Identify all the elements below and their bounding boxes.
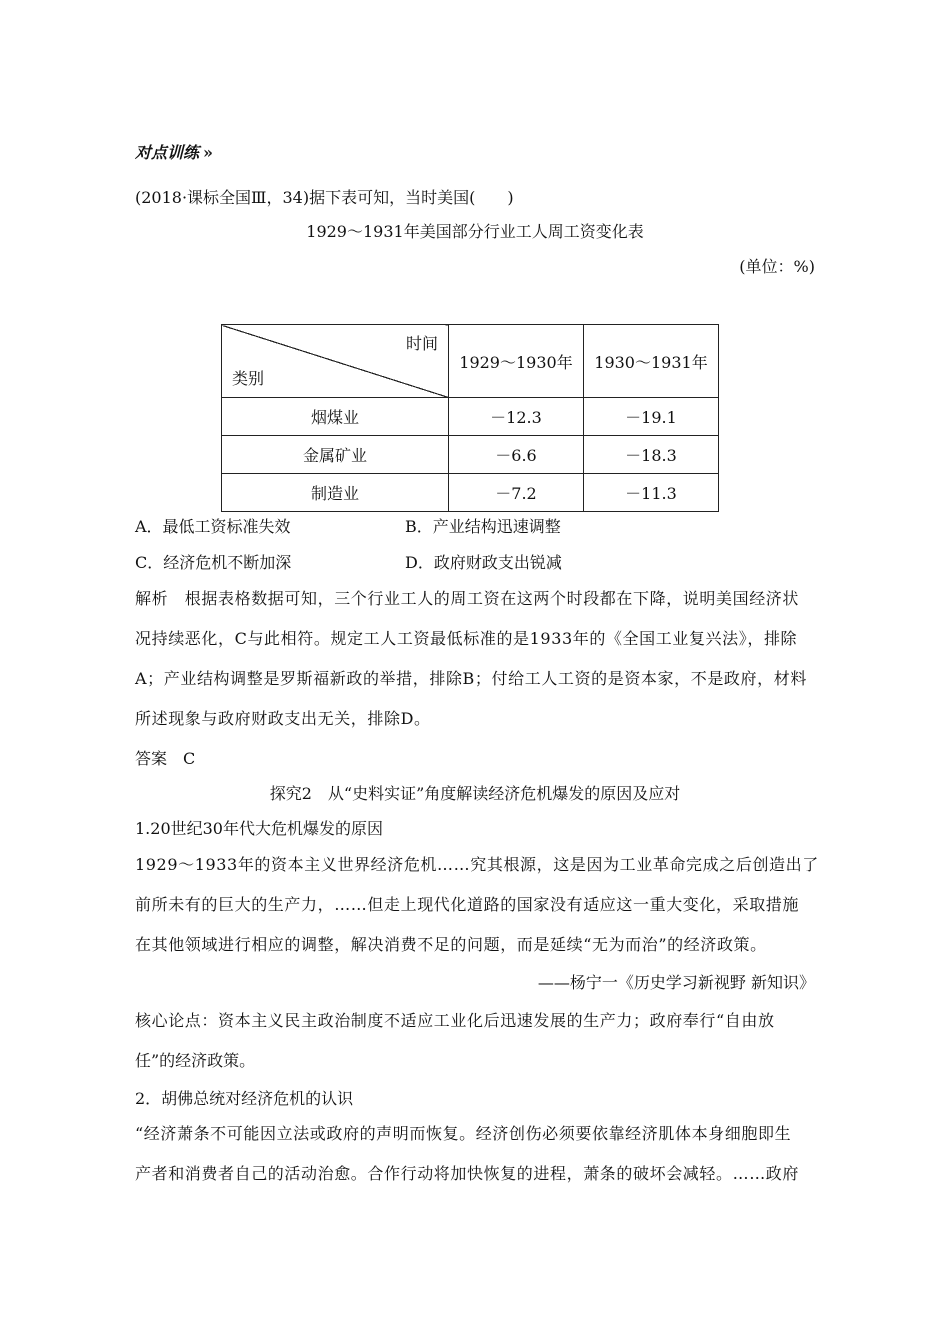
inquiry-title: 探究2 从“史料实证”角度解读经济危机爆发的原因及应对 <box>269 784 681 803</box>
table-cell: －18.3 <box>584 436 719 474</box>
analysis-line: 所述现象与政府财政支出无关，排除D。 <box>135 709 431 728</box>
wage-change-table <box>221 324 719 512</box>
table-row <box>222 474 719 512</box>
option-a: A．最低工资标准失效 <box>135 517 291 536</box>
option-c: C．经济危机不断加深 <box>135 553 292 572</box>
column-header: 1929～1930年 <box>449 325 584 398</box>
analysis-line: A；产业结构调整是罗斯福新政的举措，排除B；付给工人工资的是资本家，不是政府，材料 <box>135 669 807 688</box>
double-chevron-icon: » <box>203 143 214 162</box>
section-heading <box>135 142 213 164</box>
row-category: 烟煤业 <box>222 398 449 436</box>
analysis-line: 解析 根据表格数据可知，三个行业工人的周工资在这两个时段都在下降，说明美国经济状 <box>135 589 800 608</box>
point2-title: 2．胡佛总统对经济危机的认识 <box>135 1089 354 1108</box>
corner-header-category: 类别 <box>232 369 265 388</box>
table-title: 1929～1931年美国部分行业工人周工资变化表 <box>306 222 644 241</box>
table-cell: －11.3 <box>584 474 719 512</box>
question-stem: (2018·课标全国Ⅲ，34)据下表可知，当时美国( ) <box>135 188 514 207</box>
row-category: 制造业 <box>222 474 449 512</box>
table-corner-cell <box>222 325 449 398</box>
core-point-line: 核心论点：资本主义民主政治制度不适应工业化后迅速发展的生产力；政府奉行“自由放 <box>135 1011 775 1030</box>
column-header: 1930～1931年 <box>584 325 719 398</box>
section-heading-text: 对点训练 <box>135 143 200 162</box>
row-category: 金属矿业 <box>222 436 449 474</box>
table-row <box>222 436 719 474</box>
table-cell: －6.6 <box>449 436 584 474</box>
answer: 答案 C <box>135 749 196 768</box>
option-b: B．产业结构迅速调整 <box>405 517 561 536</box>
analysis-line: 况持续恶化，C与此相符。规定工人工资最低标准的是1933年的《全国工业复兴法》，排除 <box>135 629 798 648</box>
point1-title: 1.20世纪30年代大危机爆发的原因 <box>135 819 383 838</box>
table-unit: (单位：%) <box>739 257 815 276</box>
core-point-line: 任”的经济政策。 <box>135 1051 256 1070</box>
option-d: D．政府财政支出锐减 <box>405 553 562 572</box>
table-row <box>222 398 719 436</box>
quote2-line: “经济萧条不可能因立法或政府的声明而恢复。经济创伤必须要依靠经济肌体本身细胞即生 <box>135 1124 792 1143</box>
table-cell: －7.2 <box>449 474 584 512</box>
quote1-line: 在其他领域进行相应的调整，解决消费不足的问题，而是延续“无为而治”的经济政策。 <box>135 935 767 954</box>
quote2-line: 产者和消费者自己的活动治愈。合作行动将加快恢复的进程，萧条的破坏会减轻。……政府 <box>135 1164 800 1183</box>
table-cell: －19.1 <box>584 398 719 436</box>
table-cell: －12.3 <box>449 398 584 436</box>
quote1-line: 前所未有的巨大的生产力，……但走上现代化道路的国家没有适应这一重大变化，采取措施 <box>135 895 800 914</box>
quote1-source: ——杨宁一《历史学习新视野 新知识》 <box>537 973 815 992</box>
quote1-line: 1929～1933年的资本主义世界经济危机……究其根源，这是因为工业革命完成之后创造出了 <box>135 855 819 874</box>
corner-header-time: 时间 <box>405 334 438 353</box>
